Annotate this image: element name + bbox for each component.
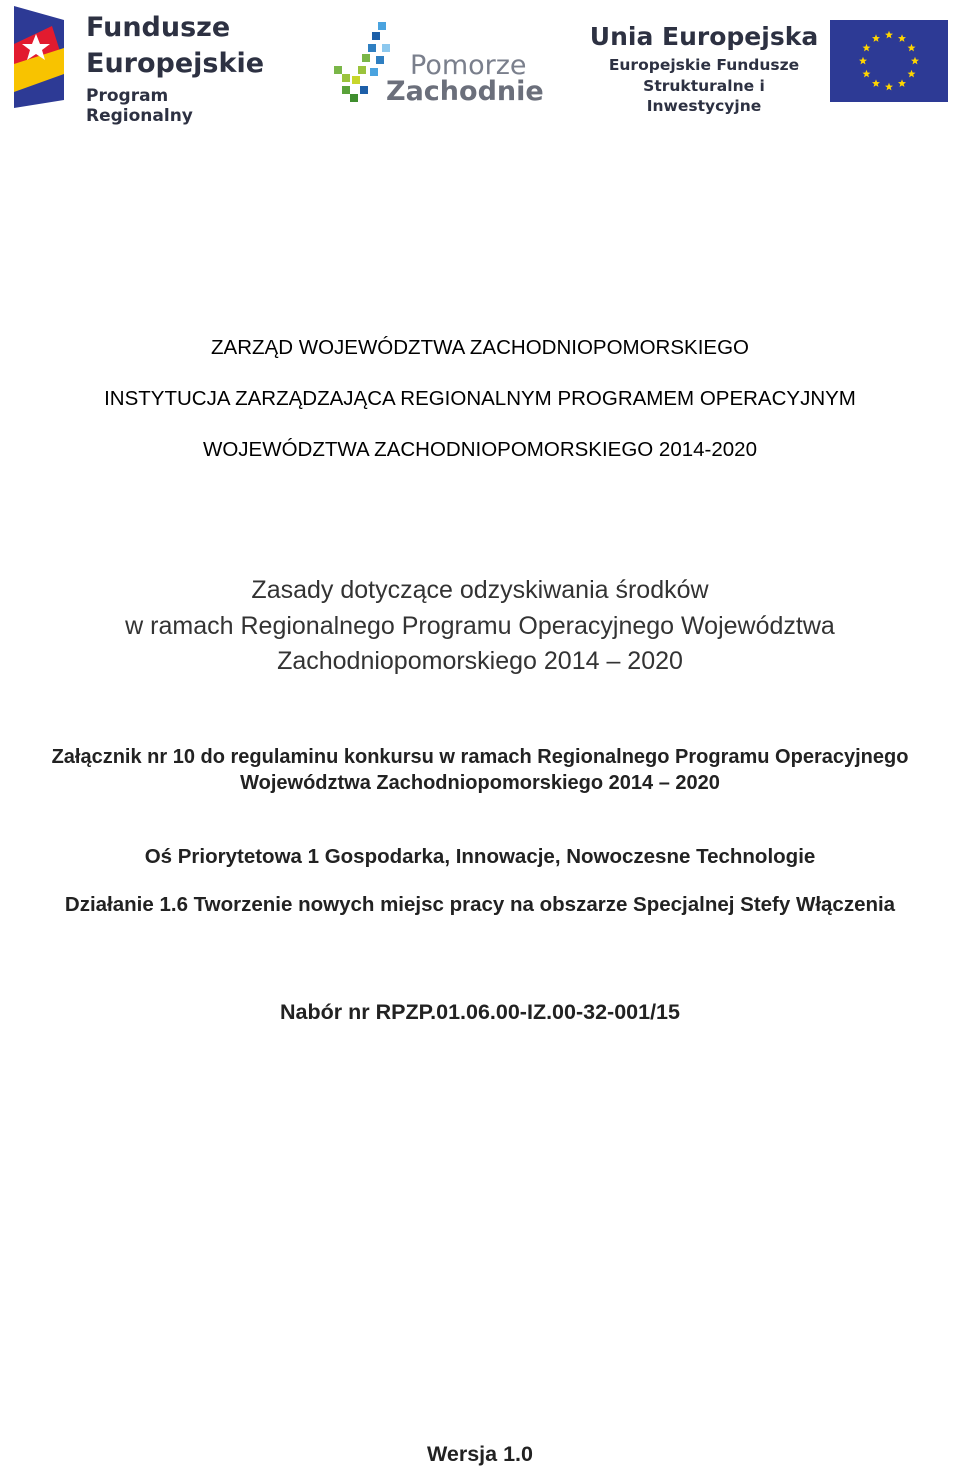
header-line2: INSTYTUCJA ZARZĄDZAJĄCA REGIONALNYM PROGRAMEM OPERACYJNYM xyxy=(104,387,856,410)
attachment-line2: Województwa Zachodniopomorskiego 2014 – 2020 xyxy=(240,772,720,794)
title-line1: Zasady dotyczące odzyskiwania środków xyxy=(251,576,709,604)
fe-logo-line2: Europejskie xyxy=(86,48,265,79)
version: Wersja 1.0 xyxy=(427,1442,533,1466)
pz-mosaic-icon xyxy=(332,16,394,106)
title-line3: Zachodniopomorskiego 2014 – 2020 xyxy=(277,647,683,675)
ue-line2: Europejskie Fundusze xyxy=(608,56,800,74)
fe-emblem-icon xyxy=(12,4,68,112)
fe-logo xyxy=(12,4,265,126)
title-line2: w ramach Regionalnego Programu Operacyjnego Województwa xyxy=(125,612,835,640)
header-line3: WOJEWÓDZTWA ZACHODNIOPOMORSKIEGO 2014-2020 xyxy=(203,438,757,461)
call-number: Nabór nr RPZP.01.06.00-IZ.00-32-001/15 xyxy=(280,1000,680,1024)
ue-title: Unia Europejska xyxy=(589,22,819,51)
priority-axis: Oś Priorytetowa 1 Gospodarka, Innowacje, Nowoczesne Technologie xyxy=(144,845,816,868)
fe-logo-line3: Program Regionalny xyxy=(86,86,193,126)
attachment-line1: Załącznik nr 10 do regulaminu konkursu w ramach Regionalnego Programu Operacyjnego xyxy=(51,746,909,768)
ue-line3: Strukturalne i Inwestycyjne xyxy=(643,77,765,115)
pz-logo-line1: Pomorze xyxy=(410,50,527,81)
pz-logo-line2: Zachodnie xyxy=(386,76,544,107)
pz-logo xyxy=(332,16,544,107)
ue-text xyxy=(586,22,822,115)
action: Działanie 1.6 Tworzenie nowych miejsc pracy na obszarze Specjalnej Stefy Włączenia xyxy=(64,893,896,916)
header-line1: ZARZĄD WOJEWÓDZTWA ZACHODNIOPOMORSKIEGO xyxy=(211,336,749,359)
fe-logo-line1: Fundusze xyxy=(86,12,231,43)
eu-flag-icon xyxy=(830,20,948,102)
